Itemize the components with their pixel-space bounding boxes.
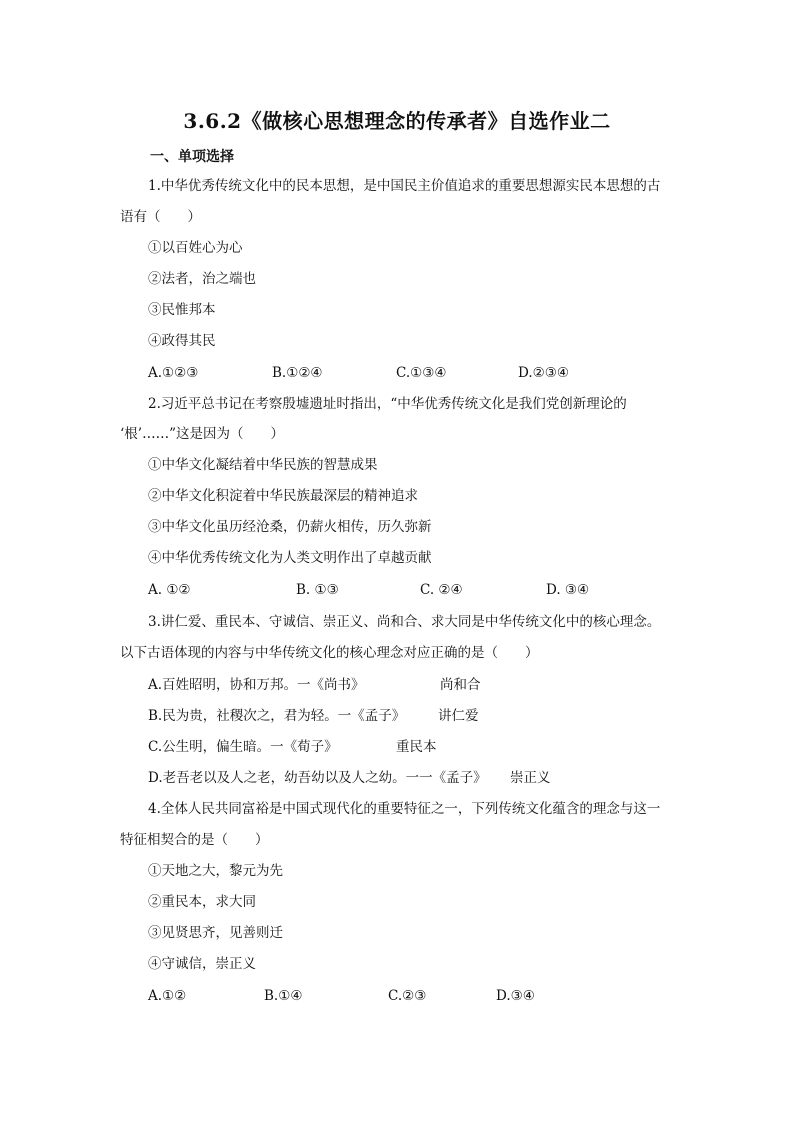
q3-option-a[interactable] bbox=[0, 675, 794, 695]
q4-item-3: ③见贤思齐，见善则迁 bbox=[148, 925, 283, 941]
q3-option-d[interactable] bbox=[0, 768, 794, 788]
q2-stem-line-2: ‘根’……”这是因为（ ） bbox=[120, 426, 284, 442]
q3-stem-line-1: 3.讲仁爱、重民本、守诚信、崇正义、尚和合、求大同是中华传统文化中的核心理念。 bbox=[148, 614, 661, 630]
document-title: 3.6.2《做核心思想理念的传承者》自选作业二 bbox=[183, 109, 611, 133]
q3-option-a-concept: 尚和合 bbox=[440, 677, 481, 693]
q4-item-1: ①天地之大，黎元为先 bbox=[148, 863, 283, 879]
section-heading: 一、单项选择 bbox=[150, 149, 234, 165]
q2-choice-b[interactable]: B. ①③ bbox=[296, 582, 339, 598]
q2-choice-c[interactable]: C. ②④ bbox=[420, 582, 463, 598]
q4-choices bbox=[0, 986, 794, 1006]
q1-choice-d[interactable]: D.②③④ bbox=[518, 365, 569, 381]
q1-item-1: ①以百姓心为心 bbox=[148, 240, 243, 256]
q2-stem-line-1: 2.习近平总书记在考察殷墟遗址时指出，“中华优秀传统文化是我们党创新理论的 bbox=[148, 396, 627, 412]
q3-option-c-concept: 重民本 bbox=[396, 739, 437, 755]
q3-option-b-text: B.民为贵，社稷次之，君为轻。一《孟子》 bbox=[148, 708, 406, 724]
q1-item-3: ③民惟邦本 bbox=[148, 302, 216, 318]
q4-choice-a[interactable]: A.①② bbox=[148, 988, 187, 1004]
q3-option-d-concept: 崇正义 bbox=[510, 770, 551, 786]
q4-choice-c[interactable]: C.②③ bbox=[388, 988, 427, 1004]
q2-item-2: ②中华文化积淀着中华民族最深层的精神追求 bbox=[148, 488, 418, 504]
q4-item-2: ②重民本，求大同 bbox=[148, 894, 256, 910]
q3-stem-line-2: 以下古语体现的内容与中华传统文化的核心理念对应正确的是（ ） bbox=[120, 645, 539, 661]
q2-item-4: ④中华优秀传统文化为人类文明作出了卓越贡献 bbox=[148, 550, 432, 566]
q2-choices bbox=[0, 580, 794, 600]
q3-option-b-concept: 讲仁爱 bbox=[438, 708, 479, 724]
q1-item-4: ④政得其民 bbox=[148, 333, 216, 349]
q1-stem-line-2: 语有（ ） bbox=[120, 209, 201, 225]
q4-choice-b[interactable]: B.①④ bbox=[264, 988, 303, 1004]
q4-stem-line-2: 特征相契合的是（ ） bbox=[120, 832, 269, 848]
q1-choices bbox=[0, 363, 794, 383]
q3-option-a-text: A.百姓昭明，协和万邦。一《尚书》 bbox=[148, 677, 365, 693]
q3-option-b[interactable] bbox=[0, 706, 794, 726]
q2-choice-a[interactable]: A. ①② bbox=[148, 582, 191, 598]
q1-choice-b[interactable]: B.①②④ bbox=[272, 365, 323, 381]
q1-choice-c[interactable]: C.①③④ bbox=[396, 365, 447, 381]
q4-item-4: ④守诚信，崇正义 bbox=[148, 956, 256, 972]
q2-choice-d[interactable]: D. ③④ bbox=[546, 582, 590, 598]
q4-choice-d[interactable]: D.③④ bbox=[496, 988, 535, 1004]
q1-item-2: ②法者，治之端也 bbox=[148, 271, 256, 287]
q4-stem-line-1: 4.全体人民共同富裕是中国式现代化的重要特征之一，下列传统文化蕴含的理念与这一 bbox=[148, 801, 661, 817]
q2-item-1: ①中华文化凝结着中华民族的智慧成果 bbox=[148, 457, 378, 473]
q1-stem-line-1: 1.中华优秀传统文化中的民本思想，是中国民主价值追求的重要思想源实民本思想的古 bbox=[148, 178, 661, 194]
q2-item-3: ③中华文化虽历经沧桑，仍薪火相传，历久弥新 bbox=[148, 519, 432, 535]
q3-option-c[interactable] bbox=[0, 737, 794, 757]
q3-option-c-text: C.公生明，偏生暗。一《荀子》 bbox=[148, 739, 338, 755]
q1-choice-a[interactable]: A.①②③ bbox=[148, 365, 199, 381]
q3-option-d-text: D.老吾老以及人之老，幼吾幼以及人之幼。一一《孟子》 bbox=[148, 770, 487, 786]
